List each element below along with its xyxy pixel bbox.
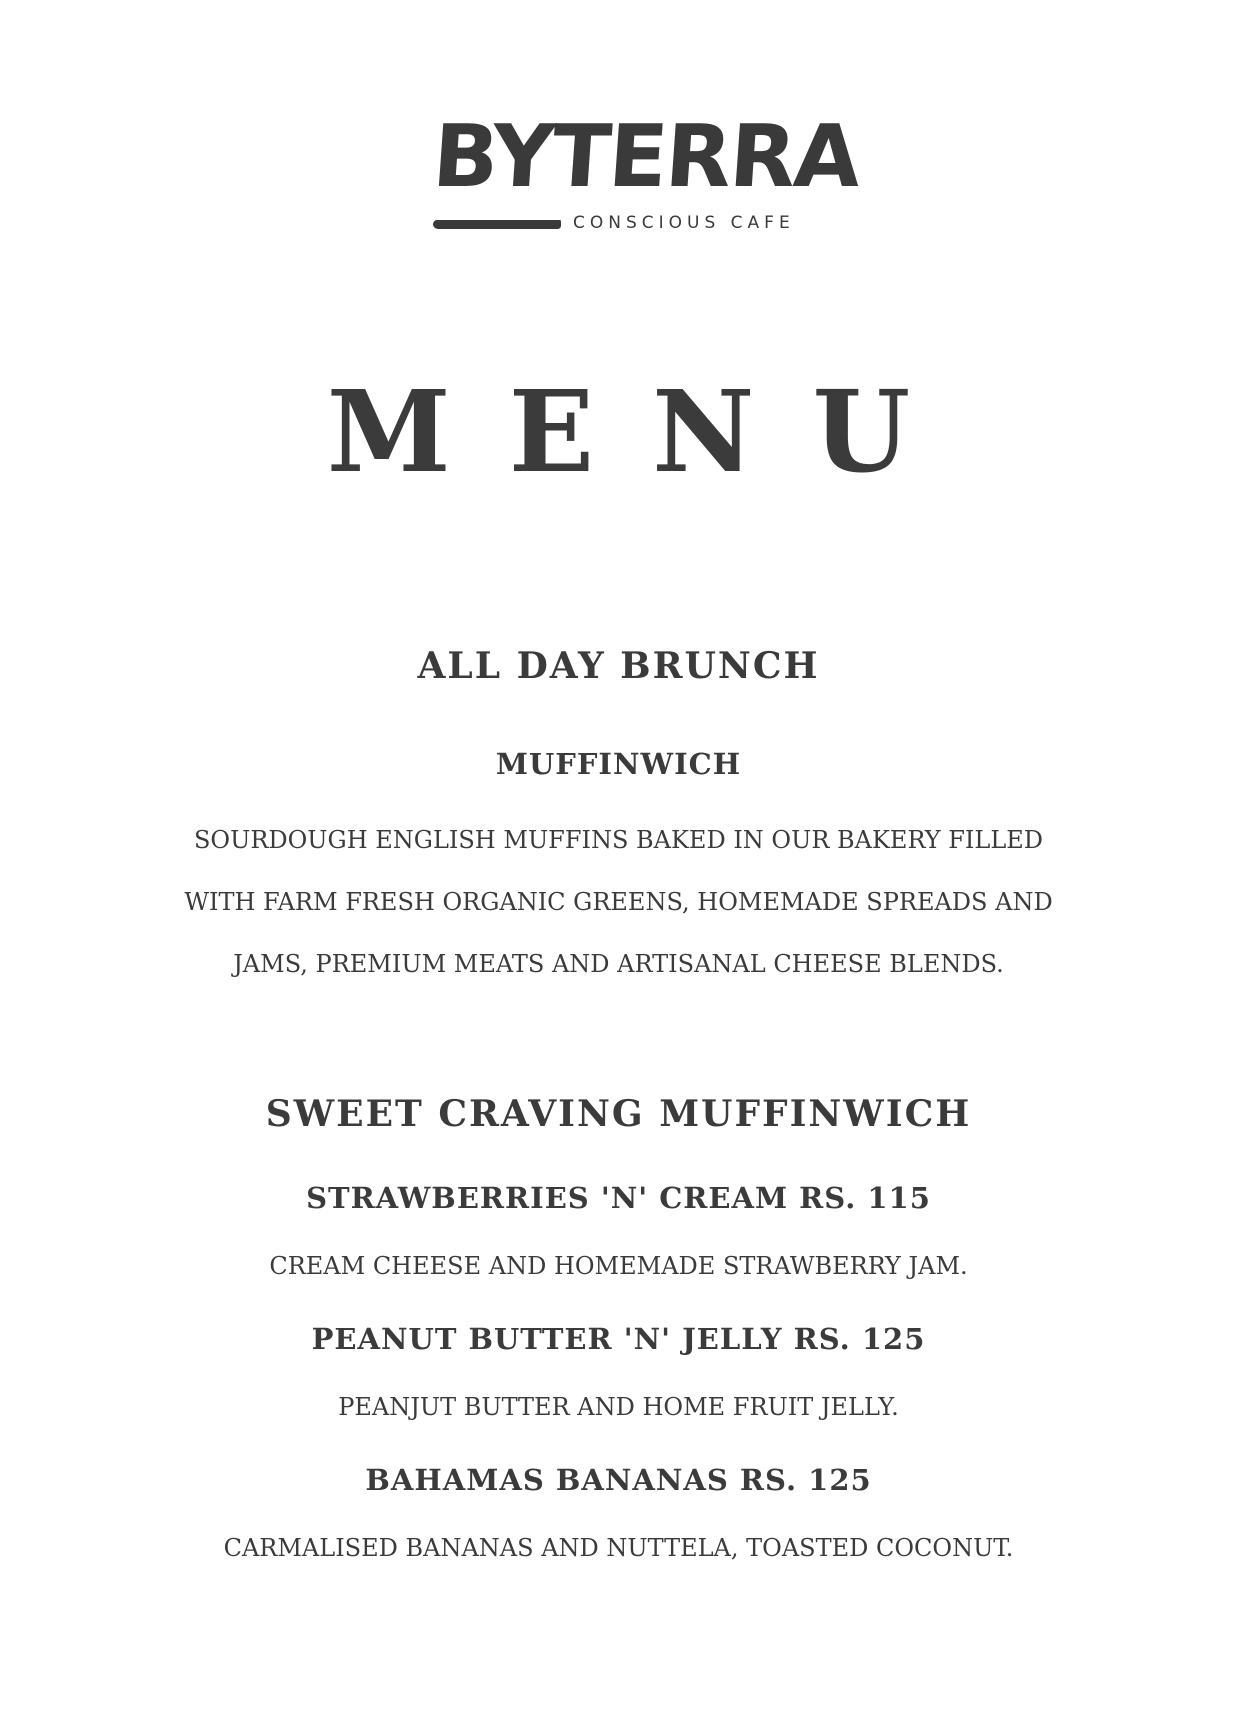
logo-wordmark: BYTERRA [429,107,863,207]
item-description: CARMALISED BANANAS AND NUTTELA, TOASTED COCONUT. [223,1534,1014,1562]
item-description-line: JAMS, PREMIUM MEATS AND ARTISANAL CHEESE BLENDS. [233,950,1004,978]
item-description-line: WITH FARM FRESH ORGANIC GREENS, HOMEMADE SPREADS AND [184,888,1053,916]
item-name-strawberries-n-cream: STRAWBERRIES 'N' CREAM RS. 115 [306,1181,931,1215]
brand-logo [429,107,863,242]
item-description-line: SOURDOUGH ENGLISH MUFFINS BAKED IN OUR BAKERY FILLED [193,826,1044,854]
logo-brush-stroke [433,220,561,229]
logo-tagline: CONSCIOUS CAFE [573,213,795,233]
item-description: CREAM CHEESE AND HOMEMADE STRAWBERRY JAM. [269,1252,968,1280]
section-heading-sweet-craving: SWEET CRAVING MUFFINWICH [265,1093,972,1135]
menu-title: MENU [326,367,969,498]
item-name-bahamas-bananas: BAHAMAS BANANAS RS. 125 [365,1463,872,1497]
item-name-peanut-butter-n-jelly: PEANUT BUTTER 'N' JELLY RS. 125 [311,1322,926,1356]
item-name-muffinwich: MUFFINWICH [495,747,742,781]
item-description: PEANJUT BUTTER AND HOME FRUIT JELLY. [338,1393,899,1421]
section-heading-all-day-brunch: ALL DAY BRUNCH [417,645,820,687]
